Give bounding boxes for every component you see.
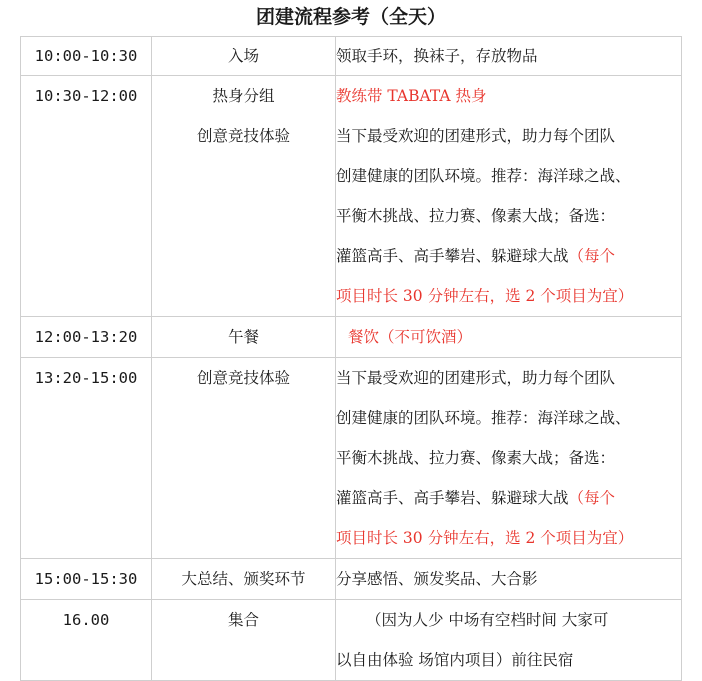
time-cell: 10:30-12:00 — [21, 76, 152, 317]
description-cell — [336, 559, 682, 600]
duration-note: 项目时长 30 分钟左右，选 2 个项目为宜） — [336, 287, 634, 305]
description-line: 灌篮高手、高手攀岩、躲避球大战 — [336, 489, 569, 507]
activity-cell — [152, 559, 336, 600]
description-line: 平衡木挑战、拉力赛、像素大战；备选： — [336, 207, 616, 225]
description-cell — [336, 37, 682, 76]
description-cell — [336, 76, 682, 317]
description-line: 以自由体验 场馆内项目）前往民宿 — [336, 651, 574, 669]
activity-label: 创意竞技体验 — [196, 127, 290, 145]
table-row — [21, 358, 682, 559]
description-line: 当下最受欢迎的团建形式，助力每个团队 — [336, 127, 616, 145]
time-cell: 10:00-10:30 — [21, 37, 152, 76]
duration-note: （每个 — [568, 489, 616, 507]
description-line: 平衡木挑战、拉力赛、像素大战；备选： — [336, 449, 616, 467]
description-line: （因为人少 中场有空档时间 大家可 — [366, 611, 609, 629]
description-cell — [336, 600, 682, 681]
time-cell: 16.00 — [21, 600, 152, 681]
description-line: 创建健康的团队环境。推荐：海洋球之战、 — [336, 167, 631, 185]
activity-label: 大总结、颁奖环节 — [181, 570, 306, 588]
time-cell: 12:00-13:20 — [21, 317, 152, 358]
schedule-table — [20, 36, 682, 681]
activity-label: 午餐 — [227, 328, 259, 346]
activity-cell — [152, 76, 336, 317]
table-row — [21, 559, 682, 600]
activity-cell — [152, 358, 336, 559]
description-line: 创建健康的团队环境。推荐：海洋球之战、 — [336, 409, 631, 427]
duration-note: （每个 — [568, 247, 616, 265]
time-cell: 15:00-15:30 — [21, 559, 152, 600]
table-row — [21, 37, 682, 76]
description-text: 领取手环，换袜子，存放物品 — [336, 47, 538, 65]
activity-cell — [152, 600, 336, 681]
table-row — [21, 76, 682, 317]
warmup-note: 教练带 TABATA 热身 — [336, 87, 487, 105]
description-cell — [336, 317, 682, 358]
page-title: 团建流程参考（全天） — [255, 6, 446, 28]
activity-label: 集合 — [227, 611, 259, 629]
duration-note: 项目时长 30 分钟左右，选 2 个项目为宜） — [336, 529, 634, 547]
description-text: 分享感悟、颁发奖品、大合影 — [336, 570, 538, 588]
table-row — [21, 600, 682, 681]
description-line: 灌篮高手、高手攀岩、躲避球大战 — [336, 247, 569, 265]
description-line: 当下最受欢迎的团建形式，助力每个团队 — [336, 369, 616, 387]
activity-label: 热身分组 — [212, 87, 275, 105]
activity-label: 入场 — [227, 47, 259, 65]
activity-label: 创意竞技体验 — [196, 369, 290, 387]
table-row — [21, 317, 682, 358]
activity-cell — [152, 317, 336, 358]
description-cell — [336, 358, 682, 559]
activity-cell — [152, 37, 336, 76]
meal-note: 餐饮（不可饮酒） — [348, 328, 473, 346]
time-cell: 13:20-15:00 — [21, 358, 152, 559]
